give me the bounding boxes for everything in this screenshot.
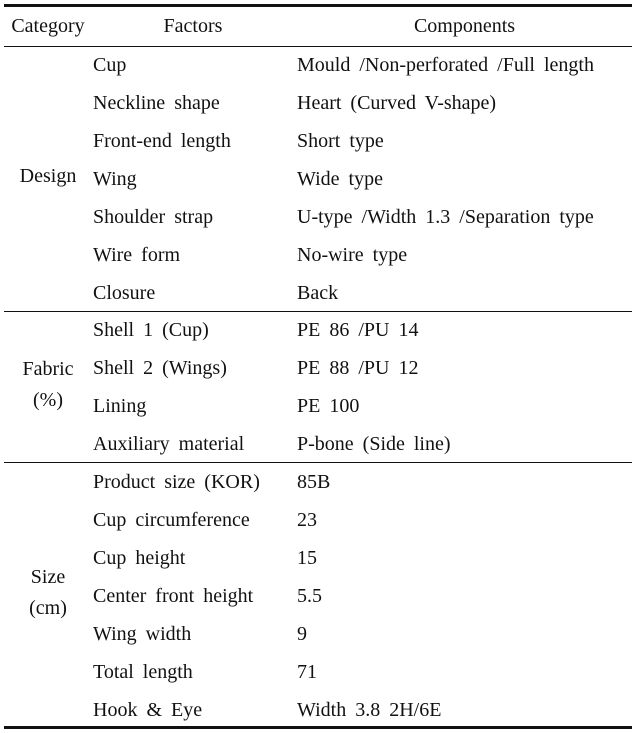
component-cell: 9 [297, 623, 307, 645]
category-size: Size [30, 566, 66, 588]
factor-cell: Center front height [93, 585, 254, 607]
factor-cell: Hook & Eye [93, 699, 203, 721]
header-category: Category [11, 15, 85, 37]
category-fabric-unit: (%) [33, 389, 63, 411]
component-cell: Width 3.8 2H/6E [297, 699, 442, 721]
bottom-rule [4, 726, 632, 729]
factor-cell: Closure [93, 282, 156, 304]
factor-cell: Cup [93, 54, 127, 76]
component-cell: No-wire type [297, 244, 408, 266]
component-cell: 15 [297, 547, 317, 569]
component-cell: P-bone (Side line) [297, 433, 451, 455]
header-components: Components [413, 15, 516, 37]
component-cell: Heart (Curved V-shape) [297, 92, 497, 114]
category-size-unit: (cm) [29, 597, 67, 619]
component-cell: 71 [297, 661, 317, 683]
component-cell: U-type /Width 1.3 /Separation type [297, 206, 594, 228]
factor-cell: Lining [93, 395, 147, 417]
component-cell: Short type [297, 130, 384, 152]
category-fabric: Fabric [22, 358, 74, 380]
factor-cell: Shoulder strap [93, 206, 214, 228]
factor-cell: Front-end length [93, 130, 231, 152]
factor-cell: Wing width [93, 623, 192, 645]
factor-cell: Neckline shape [93, 92, 220, 114]
factor-cell: Cup height [93, 547, 186, 569]
component-cell: Wide type [297, 168, 383, 190]
component-cell: 23 [297, 509, 317, 531]
component-cell: PE 86 /PU 14 [297, 319, 419, 341]
factor-cell: Shell 2 (Wings) [93, 357, 227, 379]
component-cell: 5.5 [297, 585, 322, 607]
factor-cell: Wire form [93, 244, 181, 266]
header-factors: Factors [163, 15, 223, 37]
factor-cell: Total length [93, 661, 193, 683]
component-cell: Back [297, 282, 339, 304]
factor-cell: Shell 1 (Cup) [93, 319, 209, 341]
factor-cell: Cup circumference [93, 509, 250, 531]
component-cell: PE 100 [297, 395, 360, 417]
factor-cell: Auxiliary material [93, 433, 245, 455]
component-cell: Mould /Non-perforated /Full length [297, 54, 594, 76]
component-cell: 85B [297, 471, 331, 493]
category-design: Design [19, 165, 77, 187]
component-cell: PE 88 /PU 12 [297, 357, 419, 379]
factor-cell: Product size (KOR) [93, 471, 260, 493]
factor-cell: Wing [93, 168, 137, 190]
